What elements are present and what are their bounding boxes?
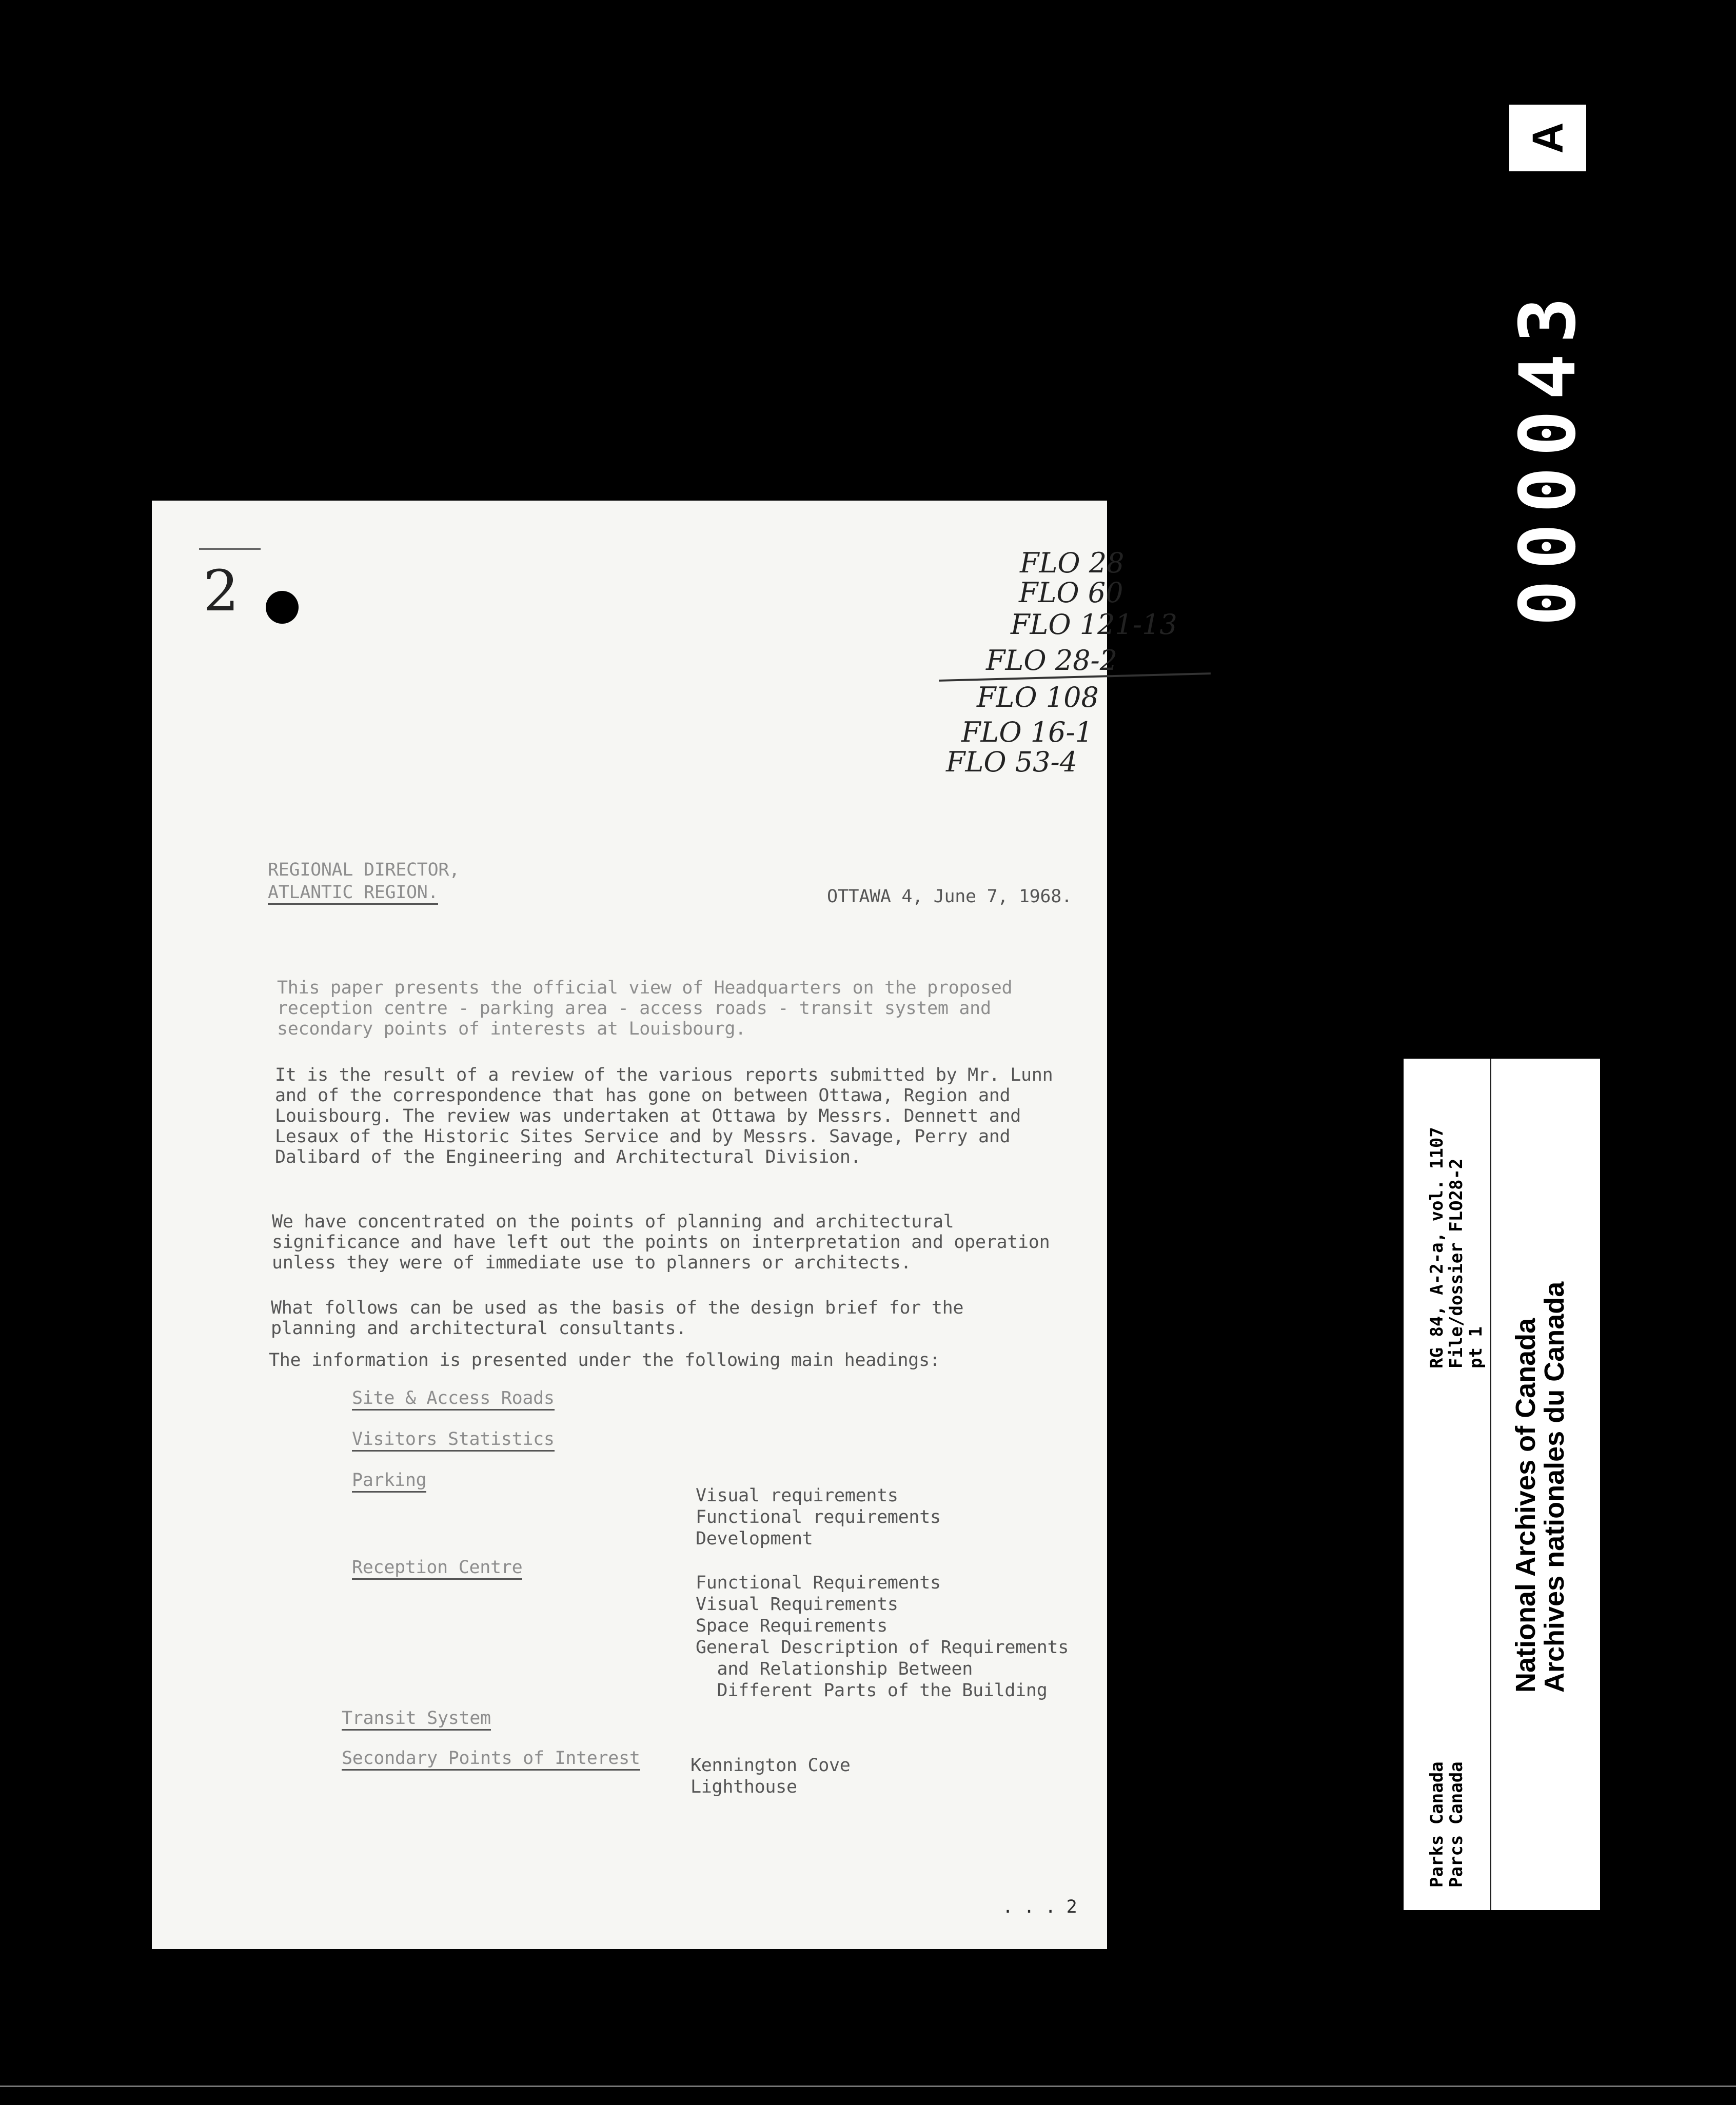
heading-item: Secondary Points of Interest (342, 1748, 640, 1771)
sub-heading: Different Parts of the Building (696, 1680, 1048, 1701)
archive-reference: RG 84, A-2-a, vol. 1107 (1427, 1127, 1447, 1368)
sub-heading: and Relationship Between (696, 1659, 973, 1679)
sub-heading: Lighthouse (691, 1777, 797, 1797)
header-dash (199, 548, 261, 550)
sub-heading: Visual Requirements (696, 1594, 898, 1615)
body-paragraph: The information is presented under the following main headings: (269, 1350, 940, 1371)
archives-name-en: National Archives of Canada (1510, 1318, 1541, 1693)
handwritten-file-number: FLO 108 (977, 681, 1099, 713)
sub-heading: Space Requirements (696, 1616, 887, 1636)
handwritten-file-number: FLO 60 (1019, 577, 1123, 609)
handwritten-file-number: FLO 28 (1020, 547, 1125, 579)
heading-item: Transit System (342, 1708, 491, 1731)
archives-name-fr: Archives nationales du Canada (1539, 1281, 1570, 1693)
continuation-mark: . . . 2 (1002, 1897, 1077, 1917)
archive-reference: File/dossier FLO28-2 (1446, 1158, 1467, 1368)
handwritten-file-number: FLO 16-1 (961, 716, 1093, 748)
document-page (152, 501, 1177, 1949)
sub-heading: Visual requirements (696, 1485, 898, 1506)
handwritten-file-number: FLO 121-13 (1011, 608, 1177, 641)
archive-reference: pt 1 (1466, 1326, 1486, 1368)
sub-heading: Kennington Cove (691, 1755, 851, 1776)
body-paragraph: It is the result of a review of the various reports submitted by Mr. Lunn and of the correspondence that has gone on between Ottawa, Region and Louisbourg. The review was undertaken at Ottawa by Messrs. Dennett and Lesaux of the Historic Sites Service and by Messrs. Savage, Perry and Dalibard of the Engineering and Architectural Division. (275, 1065, 1053, 1167)
frame-letter: A (1523, 122, 1572, 154)
sub-heading: General Description of Requirements (696, 1637, 1069, 1658)
body-paragraph: We have concentrated on the points of planning and architectural significance and have left out the points on interpretation and operation unless they were of immediate use to planners or architects. (272, 1212, 1050, 1273)
punch-hole (266, 591, 299, 624)
frame-letter-box (1507, 103, 1588, 173)
sub-heading: Functional Requirements (696, 1573, 941, 1593)
handwritten-file-number: FLO 28-2 (986, 644, 1118, 677)
sub-heading: Development (696, 1528, 813, 1549)
handwritten-page-mark: 2 (203, 558, 239, 624)
heading-item: Reception Centre (352, 1557, 522, 1580)
agency-name-fr: Parcs Canada (1446, 1761, 1467, 1888)
frame-number-box (1504, 185, 1593, 728)
heading-item: Visitors Statistics (352, 1429, 555, 1452)
body-paragraph: This paper presents the official view of Headquarters on the proposed reception centre - parking area - access roads - transit system and secondary points of interests at Louisbourg. (277, 978, 1013, 1039)
addressee-line: ATLANTIC REGION. (268, 882, 438, 905)
film-edge-line (0, 2086, 1736, 2087)
body-paragraph: What follows can be used as the basis of the design brief for the planning and architectural consultants. (271, 1298, 964, 1339)
place-and-date: OTTAWA 4, June 7, 1968. (827, 886, 1072, 907)
frame-number: 000043 (1504, 287, 1593, 626)
sub-heading: Functional requirements (696, 1507, 941, 1527)
handwritten-file-number: FLO 53-4 (946, 746, 1078, 778)
addressee-line: REGIONAL DIRECTOR, (268, 860, 460, 880)
heading-item: Site & Access Roads (352, 1388, 555, 1411)
heading-item: Parking (352, 1470, 426, 1493)
agency-name-en: Parks Canada (1427, 1761, 1447, 1888)
